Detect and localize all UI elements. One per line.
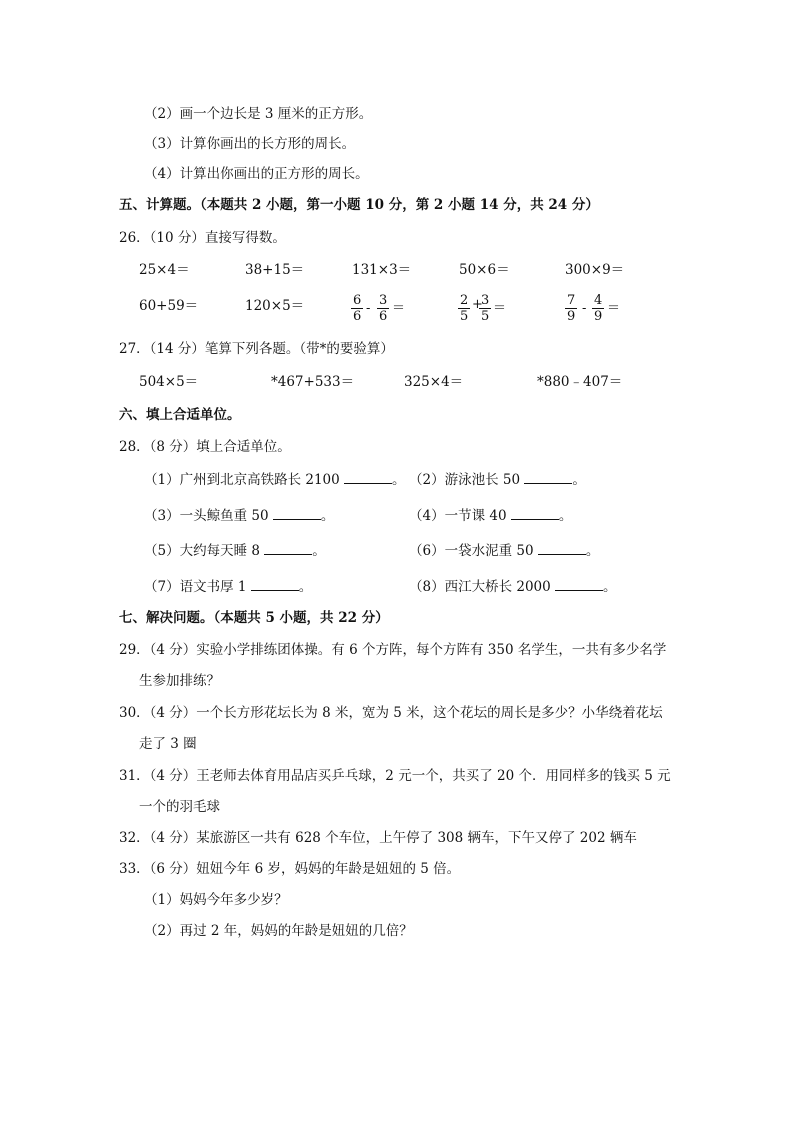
question-part-3: （3）计算你画出的长方形的周长。 (144, 136, 356, 152)
answer-blank[interactable] (555, 576, 603, 591)
question-26-title: 26．（10 分）直接写得数。 (119, 230, 286, 246)
fraction (592, 293, 604, 324)
calc-item: 38+15＝ (245, 262, 305, 278)
fraction-denominator: 9 (594, 309, 603, 324)
fraction-operator: - (582, 301, 587, 316)
fraction-numerator: 7 (567, 293, 576, 308)
fill-item: （1）广州到北京高铁路长 2100 。 (144, 469, 406, 490)
fraction (479, 293, 491, 324)
fraction (377, 293, 389, 324)
fraction-numerator: 6 (353, 293, 362, 308)
fill-item: （2）游泳池长 50 。 (409, 469, 586, 490)
fill-item: （7）语文书厚 1 。 (144, 576, 312, 597)
answer-blank[interactable] (538, 540, 586, 555)
question-30: 30．（4 分）一个长方形花坛长为 8 米，宽为 5 米，这个花坛的周长是多少？小华绕着花坛 (119, 705, 663, 721)
calc-item: 300×9＝ (565, 262, 625, 278)
question-29-cont: 生参加排练？ (139, 673, 220, 689)
fill-item: （3）一头鲸鱼重 50 。 (144, 505, 334, 526)
fraction (565, 293, 577, 324)
fraction-denominator: 5 (481, 309, 490, 324)
question-part-2: （2）画一个边长是 3 厘米的正方形。 (144, 106, 373, 122)
question-33-part-1: （1）妈妈今年多少岁？ (144, 892, 288, 908)
calc-item: 60+59＝ (139, 298, 199, 314)
answer-blank[interactable] (344, 469, 392, 484)
fraction-numerator: 4 (594, 293, 603, 308)
fill-item: （8）西江大桥长 2000 。 (409, 576, 617, 597)
answer-blank[interactable] (524, 469, 572, 484)
calc-item: 504×5＝ (139, 374, 199, 390)
calc-item: *880﹣407＝ (537, 374, 623, 390)
fraction-numerator: 3 (379, 293, 388, 308)
answer-blank[interactable] (511, 505, 559, 520)
question-30-cont: 走了 3 圈 (139, 736, 197, 752)
calc-item: 25×4＝ (139, 262, 190, 278)
section-heading-6: 六、填上合适单位。 (119, 407, 241, 423)
calc-item: *467+533＝ (271, 374, 355, 390)
fraction-numerator: 2 (460, 293, 469, 308)
fraction-operator: + (472, 297, 483, 312)
answer-blank[interactable] (273, 505, 321, 520)
calc-item: 50×6＝ (459, 262, 510, 278)
question-29: 29．（4 分）实验小学排练团体操。有 6 个方阵，每个方阵有 350 名学生，一共有多少名学 (119, 642, 667, 658)
fraction-numerator: 3 (481, 293, 490, 308)
fraction (351, 293, 363, 324)
fraction-denominator: 6 (379, 309, 388, 324)
fraction-denominator: 6 (353, 309, 362, 324)
calc-item: 120×5＝ (245, 298, 305, 314)
calc-item: 131×3＝ (352, 262, 412, 278)
question-part-4: （4）计算出你画出的正方形的周长。 (144, 166, 369, 182)
question-32: 32．（4 分）某旅游区一共有 628 个车位，上午停了 308 辆车，下午又停了 202 辆车 (119, 830, 637, 846)
question-27-title: 27．（14 分）笔算下列各题。（带*的要验算） (119, 341, 394, 357)
section-heading-7: 七、解决问题。（本题共 5 小题，共 22 分） (119, 610, 389, 626)
calc-item: 325×4＝ (404, 374, 464, 390)
fraction (458, 293, 470, 324)
equals-sign: ＝ (392, 301, 406, 316)
question-28-title: 28．（8 分）填上合适单位。 (119, 439, 291, 455)
equals-sign: ＝ (607, 301, 621, 316)
question-31: 31．（4 分）王老师去体育用品店买乒乓球，2 元一个，共买了 20 个．用同样多的钱买 5 元 (119, 768, 671, 784)
fraction-denominator: 9 (567, 309, 576, 324)
fraction-operator: - (366, 301, 371, 316)
question-33-part-2: （2）再过 2 年，妈妈的年龄是妞妞的几倍？ (144, 923, 413, 939)
fraction-denominator: 5 (460, 309, 469, 324)
section-heading-5: 五、计算题。（本题共 2 小题，第一小题 10 分，第 2 小题 14 分，共 24 分） (119, 197, 599, 213)
fill-item: （4）一节课 40 。 (409, 505, 572, 526)
fill-item: （5）大约每天睡 8 。 (144, 540, 326, 561)
equals-sign: ＝ (493, 301, 507, 316)
question-31-cont: 一个的羽毛球 (139, 799, 220, 815)
answer-blank[interactable] (251, 576, 299, 591)
answer-blank[interactable] (264, 540, 312, 555)
question-33: 33．（6 分）妞妞今年 6 岁，妈妈的年龄是妞妞的 5 倍。 (119, 861, 461, 877)
fill-item: （6）一袋水泥重 50 。 (409, 540, 599, 561)
